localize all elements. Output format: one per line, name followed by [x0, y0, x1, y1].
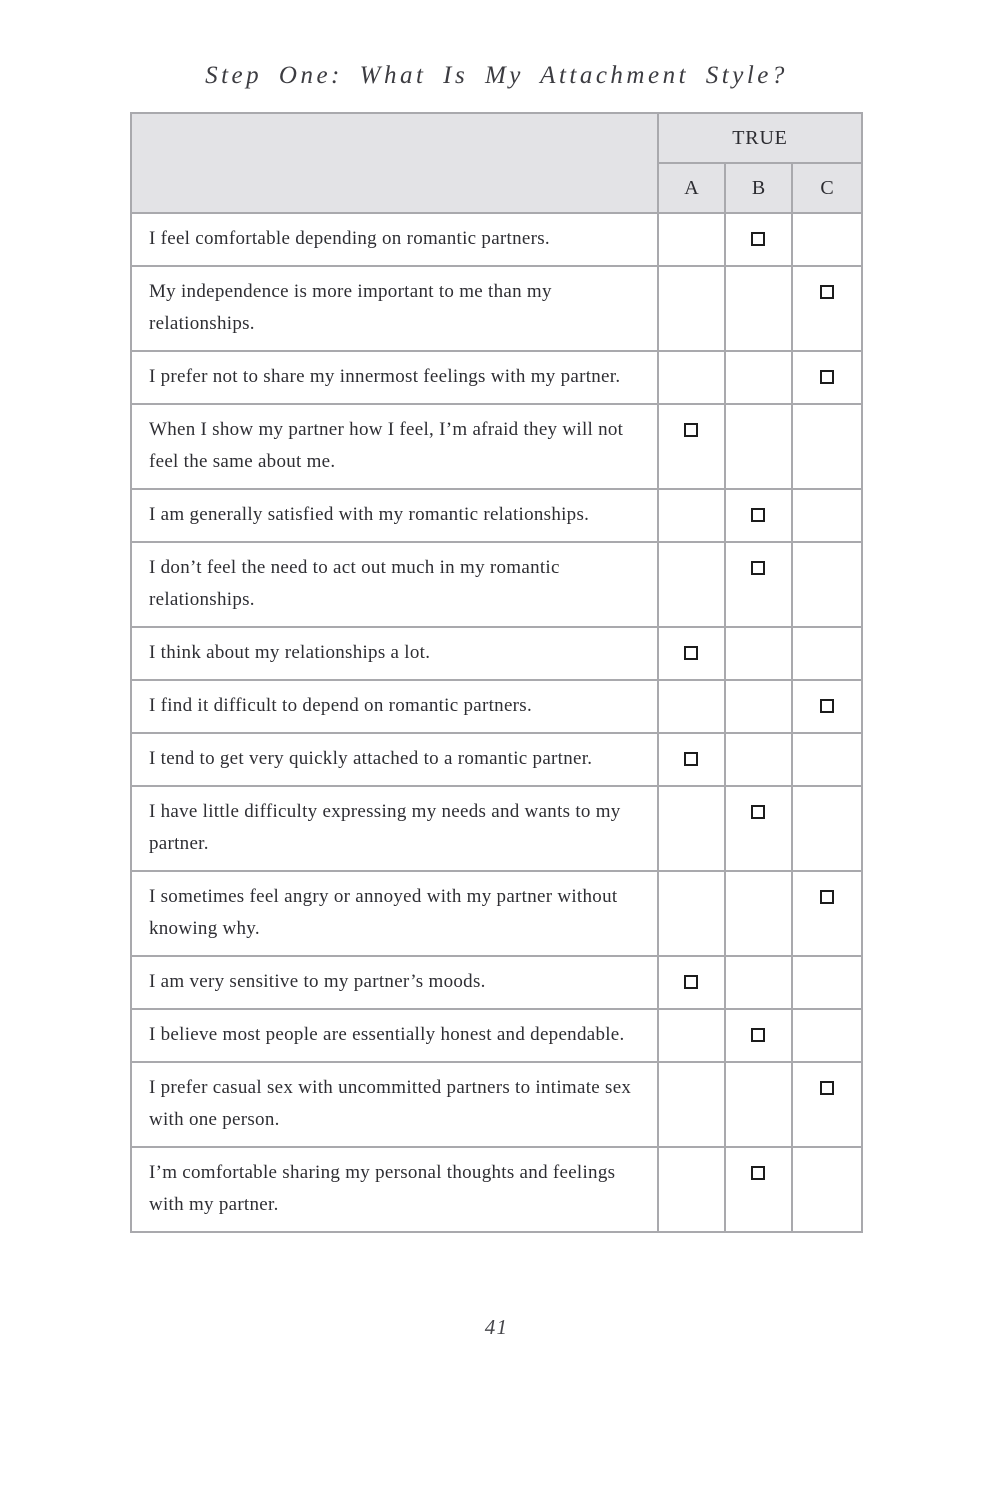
- true-header-row: [131, 113, 862, 163]
- answer-cell-a[interactable]: [658, 680, 725, 733]
- answer-cell-c[interactable]: [792, 1009, 862, 1062]
- answer-cell-c[interactable]: [792, 542, 862, 627]
- table-row: [131, 680, 862, 733]
- answer-cell-b[interactable]: [725, 404, 792, 489]
- table-row: [131, 213, 862, 266]
- answer-cell-b[interactable]: [725, 213, 792, 266]
- column-header-b: B: [725, 163, 792, 213]
- statement-cell: I am generally satisfied with my romantic relationships.: [131, 489, 658, 542]
- table-row: [131, 351, 862, 404]
- checkbox[interactable]: [751, 1166, 765, 1180]
- answer-cell-a[interactable]: [658, 1147, 725, 1232]
- checkbox[interactable]: [684, 752, 698, 766]
- table-row: [131, 786, 862, 871]
- checkbox[interactable]: [820, 370, 834, 384]
- statement-cell: I don’t feel the need to act out much in my romantic relationships.: [131, 542, 658, 627]
- statement-cell: I tend to get very quickly attached to a romantic partner.: [131, 733, 658, 786]
- checkbox[interactable]: [684, 646, 698, 660]
- answer-cell-c[interactable]: [792, 213, 862, 266]
- table-row: [131, 266, 862, 351]
- answer-cell-c[interactable]: [792, 1147, 862, 1232]
- answer-cell-b[interactable]: [725, 351, 792, 404]
- table-row: [131, 1062, 862, 1147]
- checkbox[interactable]: [684, 975, 698, 989]
- statement-cell: I’m comfortable sharing my personal thoughts and feelings with my partner.: [131, 1147, 658, 1232]
- table-row: [131, 542, 862, 627]
- answer-cell-c[interactable]: [792, 956, 862, 1009]
- answer-cell-b[interactable]: [725, 627, 792, 680]
- answer-cell-c[interactable]: [792, 351, 862, 404]
- checkbox[interactable]: [820, 890, 834, 904]
- statement-cell: I sometimes feel angry or annoyed with my partner without knowing why.: [131, 871, 658, 956]
- answer-cell-c[interactable]: [792, 266, 862, 351]
- page-number: 41: [484, 1315, 509, 1339]
- answer-cell-b[interactable]: [725, 680, 792, 733]
- answer-cell-c[interactable]: [792, 404, 862, 489]
- checkbox[interactable]: [751, 561, 765, 575]
- column-header-a: A: [658, 163, 725, 213]
- answer-cell-c[interactable]: [792, 1062, 862, 1147]
- answer-cell-a[interactable]: [658, 542, 725, 627]
- answer-cell-a[interactable]: [658, 1062, 725, 1147]
- answer-cell-c[interactable]: [792, 733, 862, 786]
- answer-cell-a[interactable]: [658, 489, 725, 542]
- table-row: [131, 1147, 862, 1232]
- table-row: [131, 627, 862, 680]
- statement-cell: I believe most people are essentially honest and dependable.: [131, 1009, 658, 1062]
- answer-cell-b[interactable]: [725, 1147, 792, 1232]
- checkbox[interactable]: [820, 699, 834, 713]
- table-row: [131, 489, 862, 542]
- answer-cell-c[interactable]: [792, 680, 862, 733]
- answer-cell-a[interactable]: [658, 786, 725, 871]
- table-row: [131, 956, 862, 1009]
- answer-cell-c[interactable]: [792, 627, 862, 680]
- answer-cell-b[interactable]: [725, 542, 792, 627]
- checkbox[interactable]: [751, 1028, 765, 1042]
- answer-cell-a[interactable]: [658, 733, 725, 786]
- table-row: [131, 404, 862, 489]
- answer-cell-b[interactable]: [725, 266, 792, 351]
- answer-cell-a[interactable]: [658, 351, 725, 404]
- statement-cell: I find it difficult to depend on romantic partners.: [131, 680, 658, 733]
- table-row: [131, 1009, 862, 1062]
- checkbox[interactable]: [684, 423, 698, 437]
- statement-cell: I prefer not to share my innermost feelings with my partner.: [131, 351, 658, 404]
- statement-header-cell: [131, 113, 658, 213]
- answer-cell-b[interactable]: [725, 956, 792, 1009]
- answer-cell-c[interactable]: [792, 489, 862, 542]
- answer-cell-a[interactable]: [658, 266, 725, 351]
- answer-cell-b[interactable]: [725, 786, 792, 871]
- statement-cell: I feel comfortable depending on romantic partners.: [131, 213, 658, 266]
- statement-cell: I have little difficulty expressing my needs and wants to my partner.: [131, 786, 658, 871]
- statement-cell: My independence is more important to me than my relationships.: [131, 266, 658, 351]
- answer-cell-b[interactable]: [725, 871, 792, 956]
- page-title: Step One: What Is My Attachment Style?: [205, 62, 788, 89]
- answer-cell-a[interactable]: [658, 1009, 725, 1062]
- checkbox[interactable]: [751, 805, 765, 819]
- answer-cell-c[interactable]: [792, 786, 862, 871]
- answer-cell-a[interactable]: [658, 404, 725, 489]
- answer-cell-c[interactable]: [792, 871, 862, 956]
- statement-cell: When I show my partner how I feel, I’m afraid they will not feel the same about me.: [131, 404, 658, 489]
- answer-cell-b[interactable]: [725, 733, 792, 786]
- answer-cell-a[interactable]: [658, 871, 725, 956]
- answer-cell-b[interactable]: [725, 489, 792, 542]
- checkbox[interactable]: [751, 508, 765, 522]
- answer-cell-a[interactable]: [658, 627, 725, 680]
- checkbox[interactable]: [820, 285, 834, 299]
- table-body: [131, 213, 862, 1232]
- answer-cell-b[interactable]: [725, 1009, 792, 1062]
- statement-cell: I think about my relationships a lot.: [131, 627, 658, 680]
- answer-cell-a[interactable]: [658, 956, 725, 1009]
- table-row: [131, 733, 862, 786]
- statement-cell: I prefer casual sex with uncommitted partners to intimate sex with one person.: [131, 1062, 658, 1147]
- answer-cell-a[interactable]: [658, 213, 725, 266]
- checkbox[interactable]: [751, 232, 765, 246]
- table-row: [131, 871, 862, 956]
- statement-cell: I am very sensitive to my partner’s moods.: [131, 956, 658, 1009]
- table-header: [131, 113, 862, 213]
- column-header-c: C: [792, 163, 862, 213]
- true-header-label: TRUE: [658, 113, 862, 163]
- checkbox[interactable]: [820, 1081, 834, 1095]
- answer-cell-b[interactable]: [725, 1062, 792, 1147]
- attachment-style-quiz-table: [130, 112, 863, 1233]
